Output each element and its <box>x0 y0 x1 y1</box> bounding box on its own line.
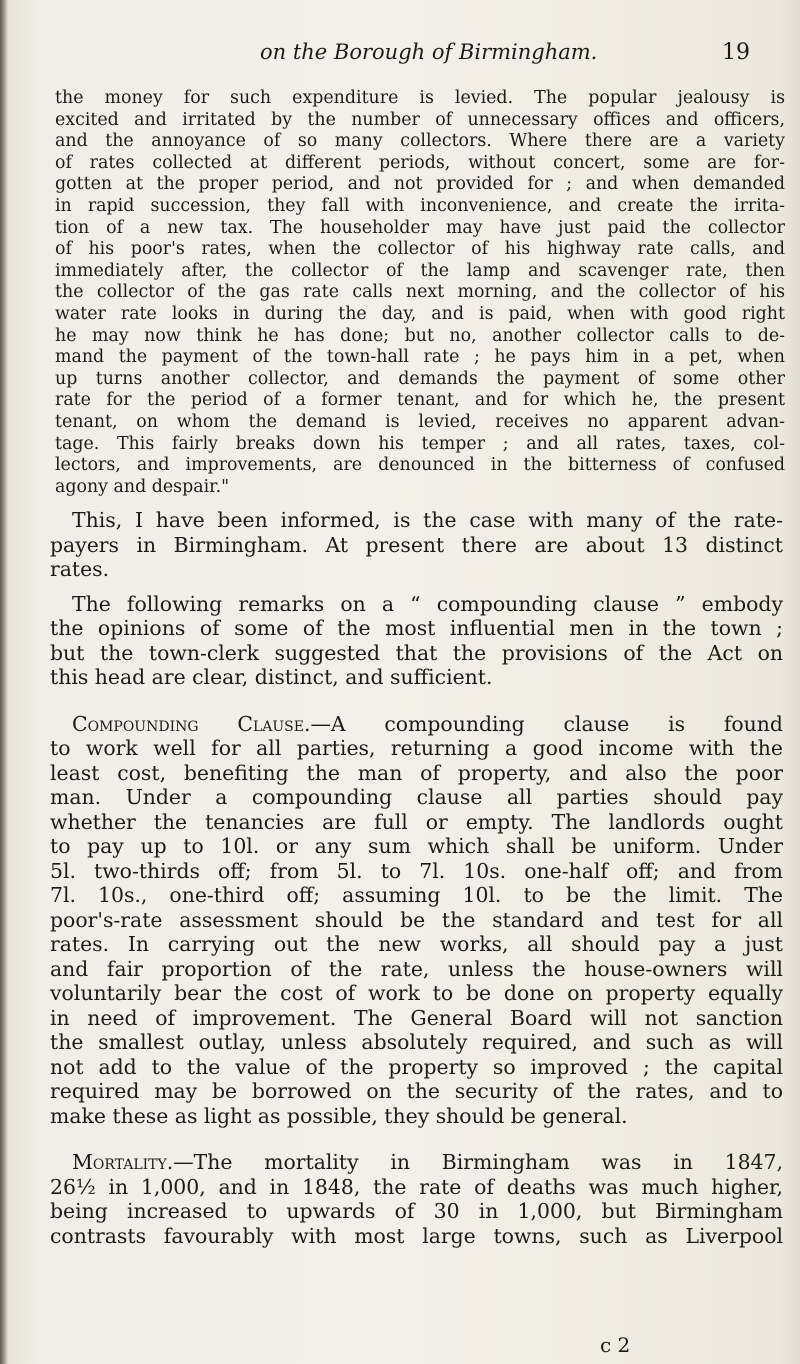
text-line: Compounding Clause.—A compounding clause is found <box>72 711 783 736</box>
text-line: rates. In carrying out the new works, all should pay a just <box>50 932 783 957</box>
section-lead: Compounding Clause. <box>72 711 311 736</box>
text-line: poor's-rate assessment should be the standard and test for all <box>50 907 783 932</box>
rates-paragraph <box>12 508 795 582</box>
text-line: 26½ in 1,000, and in 1848, the rate of deaths was much higher, <box>50 1174 783 1199</box>
text-line: gotten at the proper period, and not provided for ; and when demanded <box>55 174 785 195</box>
text-line: voluntarily bear the cost of work to be done on property equally <box>50 981 783 1006</box>
text-line: payers in Birmingham. At present there are about 13 distinct <box>50 532 783 557</box>
text-line: 5l. two-thirds off; from 5l. to 7l. 10s. one-half off; and from <box>50 858 783 883</box>
text-line: least cost, benefiting the man of property, and also the poor <box>50 760 783 785</box>
text-line: being increased to upwards of 30 in 1,000, but Birmingham <box>50 1199 783 1224</box>
text-line: of his poor's rates, when the collector of his highway rate calls, and <box>55 239 785 260</box>
section-lead: Mortality. <box>72 1150 174 1175</box>
text-line: he may now think he has done; but no, another collector calls to de- <box>55 325 785 346</box>
book-spine-shadow <box>0 0 8 1364</box>
text-line: 7l. 10s., one-third off; assuming 10l. to be the limit. The <box>50 883 783 908</box>
text-line: and the annoyance of so many collectors. Where there are a variety <box>55 131 785 152</box>
text-line: the smallest outlay, unless absolutely required, and such as will <box>50 1030 783 1055</box>
text-line: the collector of the gas rate calls next morning, and the collector of his <box>55 282 785 303</box>
text-line: required may be borrowed on the security of the rates, and to <box>50 1079 783 1104</box>
text-line: of rates collected at different periods, without concert, some are for- <box>55 152 785 173</box>
text-line: The following remarks on a “ compounding clause ” embody <box>72 591 783 616</box>
text-line: tenant, on whom the demand is levied, receives no apparent advan- <box>55 411 785 432</box>
text-line: contrasts favourably with most large towns, such as Liverpool <box>50 1223 783 1248</box>
text-line: and fair proportion of the rate, unless the house-owners will <box>50 956 783 981</box>
text-line: not add to the value of the property so improved ; the capital <box>50 1054 783 1079</box>
running-title: on the Borough of Birmingham. <box>260 40 598 64</box>
following-paragraph <box>12 592 795 690</box>
compounding-paragraph <box>12 712 795 1129</box>
text-line: immediately after, the collector of the lamp and scavenger rate, then <box>55 260 785 281</box>
text-line: the opinions of some of the most influential men in the town ; <box>50 616 783 641</box>
text-line: up turns another collector, and demands the payment of some other <box>55 368 785 389</box>
text-line: to work well for all parties, returning a good income with the <box>50 736 783 761</box>
text-line: but the town-clerk suggested that the provisions of the Act on <box>50 640 783 665</box>
text-line: agony and despair." <box>55 476 230 497</box>
page-header <box>60 40 760 70</box>
text-line: rates. <box>50 557 110 582</box>
text-line: man. Under a compounding clause all parties should pay <box>50 785 783 810</box>
text-block <box>12 88 795 1248</box>
quote-paragraph <box>12 88 795 498</box>
text-line: this head are clear, distinct, and sufficient. <box>50 665 493 690</box>
mortality-paragraph <box>12 1150 795 1248</box>
text-line: tion of a new tax. The householder may have just paid the collector <box>55 217 785 238</box>
text-line: the money for such expenditure is levied. The popular jealousy is <box>55 88 785 108</box>
text-line: in rapid succession, they fall with inconvenience, and create the irrita- <box>55 195 785 216</box>
text-line: make these as light as possible, they should be general. <box>50 1103 628 1128</box>
text-line: lectors, and improvements, are denounced in the bitterness of confused <box>55 455 785 476</box>
text-line: tage. This fairly breaks down his temper ; and all rates, taxes, col- <box>55 433 785 454</box>
page-number: 19 <box>722 40 750 65</box>
text-line: mand the payment of the town-hall rate ; he pays him in a pet, when <box>55 347 785 368</box>
text-line: in need of improvement. The General Board will not sanction <box>50 1005 783 1030</box>
text-line: Mortality.—The mortality in Birmingham was in 1847, <box>72 1150 783 1175</box>
text-line: whether the tenancies are full or empty. The landlords ought <box>50 809 783 834</box>
text-line: water rate looks in during the day, and is paid, when with good right <box>55 303 785 324</box>
signature-mark: c 2 <box>600 1333 631 1357</box>
text-line: rate for the period of a former tenant, and for which he, the present <box>55 390 785 411</box>
text-line: excited and irritated by the number of unnecessary offices and officers, <box>55 109 785 130</box>
text-line: to pay up to 10l. or any sum which shall be uniform. Under <box>50 834 783 859</box>
text-line: This, I have been informed, is the case with many of the rate- <box>72 508 783 533</box>
